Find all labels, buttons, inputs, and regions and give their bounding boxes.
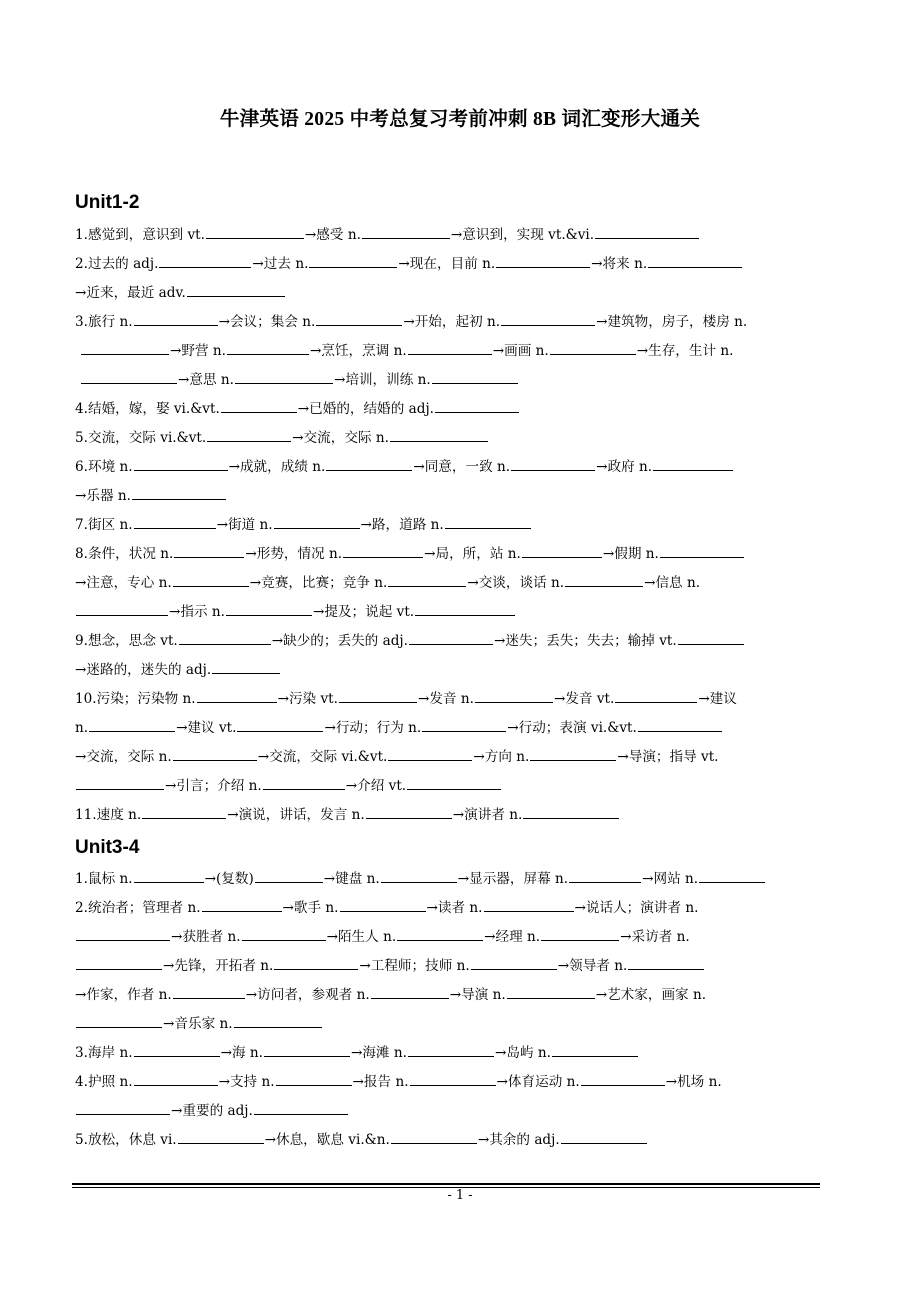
vocab-line: →迷路的，迷失的 adj. [75, 661, 850, 679]
vocab-line: →注意，专心 n. →竞赛，比赛；竞争 n. →交谈，谈话 n. →信息 n. [75, 575, 701, 591]
vocab-line: →近来，最近 adv. [75, 284, 850, 302]
vocab-line: 3.旅行 n. →会议；集会 n. →开始，起初 n. →建筑物，房子，楼房 n. [75, 314, 748, 330]
vocab-line: →乐器 n. [75, 487, 850, 505]
vocab-line: →音乐家 n. [75, 1015, 850, 1033]
vocab-line: 10.污染；污染物 n. →污染 vt. →发音 n. →发音 vt. →建议 [75, 691, 737, 707]
page-title: 牛津英语 2025 中考总复习考前冲刺 8B 词汇变形大通关 [219, 109, 701, 130]
vocab-line: →重要的 adj. [75, 1102, 850, 1120]
footer-rule [72, 1183, 820, 1185]
vocab-line: →作家，作者 n. →访问者，参观者 n. →导演 n. →艺术家，画家 n. [75, 987, 707, 1003]
vocab-line: 5.交流，交际 vi.&vt. →交流，交际 n. [75, 429, 850, 447]
vocab-line: 2.统治者；管理者 n. →歌手 n. →读者 n. →说话人；演讲者 n. [75, 900, 699, 916]
unit-heading: Unit3-4 [75, 837, 140, 858]
vocab-line: 4.结婚，嫁，娶 vi.&vt. →已婚的，结婚的 adj. [75, 400, 850, 418]
vocab-line: 2.过去的 adj. →过去 n. →现在，目前 n. →将来 n. [75, 255, 850, 273]
vocab-line: →引言；介绍 n. →介绍 vt. [75, 777, 850, 795]
vocab-line: 4.护照 n. →支持 n. →报告 n. →体育运动 n. →机场 n. [75, 1074, 722, 1090]
vocab-line: →意思 n. →培训，训练 n. [80, 371, 855, 389]
vocab-line: 1.鼠标 n. →(复数) →键盘 n. →显示器，屏幕 n. →网站 n. [75, 870, 850, 888]
vocab-line: 7.街区 n. →街道 n. →路，道路 n. [75, 516, 850, 534]
vocab-line: →先锋，开拓者 n. →工程师；技师 n. →领导者 n. [75, 957, 850, 975]
vocab-line: 3.海岸 n. →海 n. →海滩 n. →岛屿 n. [75, 1044, 850, 1062]
vocab-line: →野营 n. →烹饪，烹调 n. →画画 n. →生存，生计 n. [80, 342, 855, 360]
vocab-line: 9.想念，思念 vt. →缺少的；丢失的 adj. →迷失；丢失；失去；输掉 vt. [75, 632, 850, 650]
vocab-line: →指示 n. →提及；说起 vt. [75, 603, 850, 621]
vocab-line: n. →建议 vt. →行动；行为 n. →行动；表演 vi.&vt. [75, 719, 850, 737]
vocab-line: 6.环境 n. →成就，成绩 n. →同意，一致 n. →政府 n. [75, 458, 850, 476]
vocab-line: 1.感觉到，意识到 vt. →感受 n. →意识到，实现 vt.&vi. [75, 226, 850, 244]
unit-heading: Unit1-2 [75, 192, 140, 213]
vocab-line: 11.速度 n. →演说，讲话，发言 n. →演讲者 n. [75, 806, 850, 824]
page-number: - 1 - [447, 1188, 473, 1203]
vocab-line: →获胜者 n. →陌生人 n. →经理 n. →采访者 n. [75, 928, 850, 946]
vocab-line: 5.放松，休息 vi. →休息，歇息 vi.&n. →其余的 adj. [75, 1131, 850, 1149]
vocab-line: 8.条件，状况 n. →形势，情况 n. →局，所，站 n. →假期 n. [75, 545, 850, 563]
vocab-line: →交流，交际 n. →交流，交际 vi.&vt. →方向 n. →导演；指导 vt. [75, 749, 719, 765]
